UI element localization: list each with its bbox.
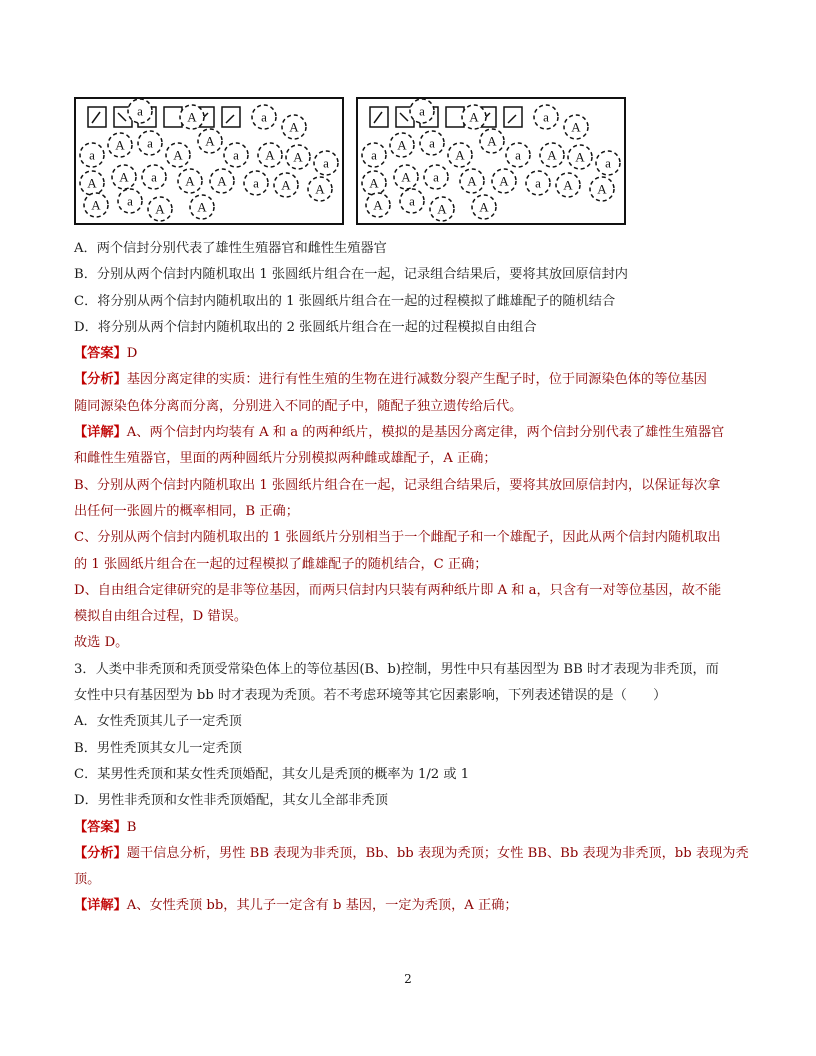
left-disc-label: A bbox=[119, 169, 129, 185]
analysis-text: 题干信息分析，男性 BB 表现为非秃顶，Bb、bb 表现为秃顶；女性 BB、Bb 表现为非秃顶，bb 表现为秃 bbox=[126, 845, 749, 861]
q2-option-c: C．将分别从两个信封内随机取出的 1 张圆纸片组合在一起的过程模拟了雌雄配子的随机结合 bbox=[74, 293, 616, 309]
q3-stem-cont: 女性中只有基因型为 bb 时才表现为秃顶。若不考虑环境等其它因素影响，下列表述错误的是（ ） bbox=[74, 688, 667, 704]
right-disc-label: a bbox=[543, 109, 549, 125]
q2-detail bbox=[74, 420, 754, 446]
page-number: 2 bbox=[404, 972, 412, 986]
right-disc-label: A bbox=[499, 173, 509, 189]
q2-analysis-cont: 随同源染色体分离而分离，分别进入不同的配子中，随配子独立遗传给后代。 bbox=[74, 398, 523, 414]
left-disc-label: a bbox=[233, 147, 239, 163]
right-disc-label: A bbox=[479, 199, 489, 215]
q2-detail-line: C、分别从两个信封内随机取出的 1 张圆纸片分别相当于一个雌配子和一个雄配子，因此从两个信封内随机取出 bbox=[74, 530, 721, 546]
left-disc-label: A bbox=[315, 181, 325, 197]
q3-stem: 3．人类中非秃顶和秃顶受常染色体上的等位基因(B、b)控制，男性中只有基因型为 BB 时才表现为非秃顶，而 bbox=[74, 661, 719, 677]
detail-text: A、两个信封内均装有 A 和 a 的两种纸片，模拟的是基因分离定律，两个信封分别代表了雄性生殖器官 bbox=[126, 425, 725, 441]
right-disc-label: a bbox=[515, 147, 521, 163]
left-disc-label: a bbox=[253, 175, 259, 191]
right-disc-label: A bbox=[369, 175, 379, 191]
q2-detail-line: 和雌性生殖器官，里面的两种圆纸片分别模拟两种雌或雄配子，A 正确； bbox=[74, 451, 497, 467]
left-disc-label: A bbox=[205, 133, 215, 149]
flipped-cards bbox=[88, 107, 240, 127]
q2-detail-line: 出任何一张圆片的概率相同，B 正确； bbox=[74, 503, 299, 519]
detail-tag: 【详解】 bbox=[74, 425, 127, 441]
q3-option-a: A．女性秃顶其儿子一定秃顶 bbox=[74, 714, 242, 730]
left-disc-label: A bbox=[289, 119, 299, 135]
analysis-tag: 【分析】 bbox=[74, 845, 127, 861]
right-disc-label: a bbox=[433, 169, 439, 185]
right-disc-label: A bbox=[547, 147, 557, 163]
right-disc-label: A bbox=[575, 149, 585, 165]
right-disc-label: a bbox=[371, 147, 377, 163]
left-disc-label: A bbox=[173, 147, 183, 163]
flipped-cards bbox=[370, 107, 522, 127]
right-disc-label: A bbox=[563, 177, 573, 193]
right-disc-label: a bbox=[409, 193, 415, 209]
left-disc-label: A bbox=[91, 197, 101, 213]
left-disc-label: a bbox=[127, 193, 133, 209]
envelope-left-drawing bbox=[74, 97, 344, 225]
q2-detail-line: B、分别从两个信封内随机取出 1 张圆纸片组合在一起，记录组合结果后，要将其放回原信封内，以保证每次拿 bbox=[74, 477, 721, 493]
q2-analysis bbox=[74, 367, 754, 393]
right-disc-label: a bbox=[605, 155, 611, 171]
left-disc-label: a bbox=[137, 103, 143, 119]
left-disc-label: A bbox=[115, 137, 125, 153]
answer-value: D bbox=[126, 346, 138, 362]
answer-value: B bbox=[126, 819, 137, 835]
q2-detail-line: 模拟自由组合过程，D 错误。 bbox=[74, 609, 248, 625]
q3-option-d: D．男性非秃顶和女性非秃顶婚配，其女儿全部非秃顶 bbox=[74, 793, 388, 809]
q3-answer bbox=[74, 815, 754, 841]
right-disc-label: A bbox=[397, 137, 407, 153]
left-disc-label: a bbox=[89, 147, 95, 163]
right-disc-label: a bbox=[535, 175, 541, 191]
left-disc-label: A bbox=[185, 173, 195, 189]
envelope-right-drawing bbox=[356, 97, 626, 225]
analysis-tag: 【分析】 bbox=[74, 372, 127, 388]
right-disc-label: a bbox=[419, 103, 425, 119]
right-disc-label: A bbox=[401, 169, 411, 185]
right-disc-label: A bbox=[467, 173, 477, 189]
left-disc-label: A bbox=[187, 109, 197, 125]
right-disc-label: A bbox=[597, 181, 607, 197]
q2-conclusion: 故选 D。 bbox=[74, 635, 129, 651]
right-disc-label: A bbox=[437, 201, 447, 217]
left-disc-label: a bbox=[323, 155, 329, 171]
envelope-right bbox=[356, 97, 626, 225]
right-disc-label: a bbox=[429, 135, 435, 151]
detail-tag: 【详解】 bbox=[74, 898, 127, 914]
left-disc-label: A bbox=[281, 177, 291, 193]
right-disc-label: A bbox=[469, 109, 479, 125]
left-disc-label: a bbox=[147, 135, 153, 151]
q2-detail-line: D、自由组合定律研究的是非等位基因，而两只信封内只装有两种纸片即 A 和 a，只含有一对等位基因，故不能 bbox=[74, 582, 722, 598]
q3-option-b: B．男性秃顶其女儿一定秃顶 bbox=[74, 740, 242, 756]
right-disc-label: A bbox=[571, 119, 581, 135]
q2-option-b: B．分别从两个信封内随机取出 1 张圆纸片组合在一起，记录组合结果后，要将其放回原信封内 bbox=[74, 267, 628, 283]
left-disc-label: A bbox=[293, 149, 303, 165]
right-disc-label: A bbox=[487, 133, 497, 149]
answer-tag: 【答案】 bbox=[74, 819, 127, 835]
left-disc-label: a bbox=[151, 169, 157, 185]
q2-detail-line: 的 1 张圆纸片组合在一起的过程模拟了雌雄配子的随机结合，C 正确； bbox=[74, 556, 488, 572]
left-disc-label: A bbox=[197, 199, 207, 215]
analysis-text: 基因分离定律的实质：进行有性生殖的生物在进行减数分裂产生配子时，位于同源染色体的等位基因 bbox=[126, 372, 707, 388]
q3-detail bbox=[74, 893, 754, 919]
q3-analysis bbox=[74, 841, 754, 867]
q2-answer bbox=[74, 341, 754, 367]
left-disc-label: A bbox=[155, 201, 165, 217]
left-disc-label: A bbox=[87, 175, 97, 191]
q2-option-d: D．将分别从两个信封内随机取出的 2 张圆纸片组合在一起的过程模拟自由组合 bbox=[74, 319, 537, 335]
q3-option-c: C．某男性秃顶和某女性秃顶婚配，其女儿是秃顶的概率为 1/2 或 1 bbox=[74, 766, 470, 782]
answer-tag: 【答案】 bbox=[74, 346, 127, 362]
envelope-left bbox=[74, 97, 344, 225]
q2-option-a: A．两个信封分别代表了雄性生殖器官和雌性生殖器官 bbox=[74, 241, 387, 256]
left-disc-label: A bbox=[265, 147, 275, 163]
q3-analysis-cont: 顶。 bbox=[74, 872, 101, 888]
left-disc-label: a bbox=[261, 109, 267, 125]
right-disc-label: A bbox=[373, 197, 383, 213]
left-disc-label: A bbox=[217, 173, 227, 189]
envelope-figure bbox=[74, 97, 626, 227]
right-disc-label: A bbox=[455, 147, 465, 163]
question-content bbox=[74, 236, 754, 920]
detail-text: A、女性秃顶 bb，其儿子一定含有 b 基因，一定为秃顶，A 正确； bbox=[126, 898, 518, 914]
